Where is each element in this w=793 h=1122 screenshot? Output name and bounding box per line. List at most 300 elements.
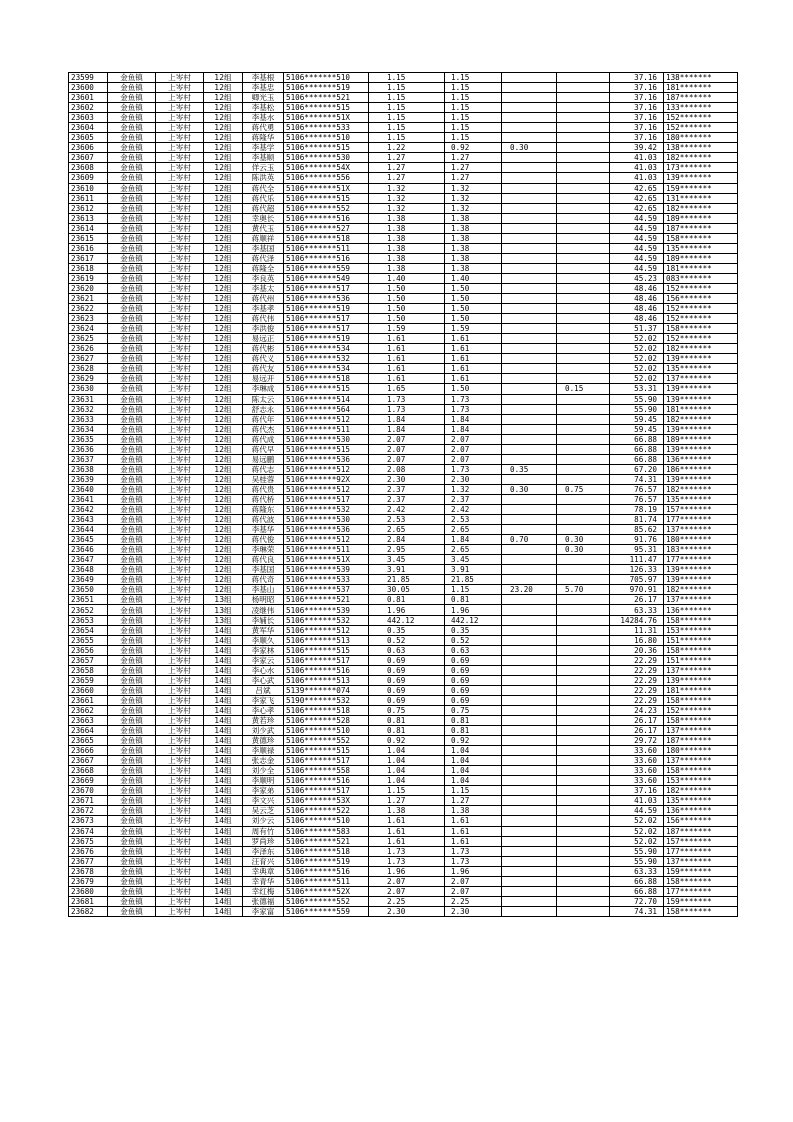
- cell-id-number: 5106*******511: [284, 876, 369, 886]
- cell-group: 14组: [204, 665, 243, 675]
- cell-id-number: 5106*******549: [284, 273, 369, 283]
- cell-village: 上岑村: [156, 253, 204, 263]
- table-row: [69, 886, 738, 896]
- cell-village: 上岑村: [156, 324, 204, 334]
- cell-phone: 182*******: [664, 484, 738, 494]
- cell-total-area: 1.27: [369, 153, 445, 163]
- cell-area-1: 0.92: [445, 736, 502, 746]
- cell-phone: 137*******: [664, 595, 738, 605]
- cell-amount: 52.02: [610, 344, 664, 354]
- table-row: [69, 133, 738, 143]
- cell-total-area: 1.04: [369, 746, 445, 756]
- cell-area-2: [502, 83, 557, 93]
- cell-area-3: [557, 173, 610, 183]
- cell-total-area: 1.15: [369, 123, 445, 133]
- cell-area-2: 23.20: [502, 585, 557, 595]
- cell-amount: 37.16: [610, 93, 664, 103]
- cell-area-3: [557, 294, 610, 304]
- cell-amount: 44.59: [610, 806, 664, 816]
- cell-total-area: 1.73: [369, 404, 445, 414]
- cell-area-2: [502, 665, 557, 675]
- cell-id-number: 5106*******517: [284, 655, 369, 665]
- cell-phone: 189*******: [664, 434, 738, 444]
- table-row: [69, 705, 738, 715]
- cell-amount: 22.29: [610, 695, 664, 705]
- cell-amount: 52.02: [610, 354, 664, 364]
- cell-town: 金鱼镇: [108, 103, 156, 113]
- cell-area-2: [502, 113, 557, 123]
- cell-name: 汪育兴: [243, 856, 284, 866]
- cell-row-number: 23654: [69, 625, 108, 635]
- cell-name: 蒋代友: [243, 364, 284, 374]
- cell-name: 蒋代伟: [243, 314, 284, 324]
- cell-row-number: 23672: [69, 806, 108, 816]
- cell-area-1: 1.50: [445, 283, 502, 293]
- cell-area-2: [502, 685, 557, 695]
- cell-row-number: 23639: [69, 474, 108, 484]
- cell-total-area: 0.52: [369, 635, 445, 645]
- cell-group: 14组: [204, 906, 243, 916]
- cell-area-3: [557, 213, 610, 223]
- cell-village: 上岑村: [156, 173, 204, 183]
- cell-village: 上岑村: [156, 695, 204, 705]
- cell-group: 12组: [204, 283, 243, 293]
- cell-phone: 156*******: [664, 294, 738, 304]
- cell-phone: 153*******: [664, 625, 738, 635]
- cell-town: 金鱼镇: [108, 263, 156, 273]
- cell-village: 上岑村: [156, 655, 204, 665]
- cell-amount: 970.91: [610, 585, 664, 595]
- cell-total-area: 1.27: [369, 173, 445, 183]
- cell-area-2: [502, 786, 557, 796]
- cell-town: 金鱼镇: [108, 595, 156, 605]
- cell-total-area: 1.61: [369, 836, 445, 846]
- cell-area-2: [502, 93, 557, 103]
- cell-total-area: 1.15: [369, 103, 445, 113]
- cell-name: 李良英: [243, 273, 284, 283]
- cell-amount: 66.88: [610, 434, 664, 444]
- cell-name: 蒋代贵: [243, 484, 284, 494]
- cell-row-number: 23627: [69, 354, 108, 364]
- cell-id-number: 5106*******513: [284, 675, 369, 685]
- cell-group: 12组: [204, 515, 243, 525]
- cell-name: 李基国: [243, 243, 284, 253]
- cell-area-3: [557, 505, 610, 515]
- cell-area-3: [557, 163, 610, 173]
- cell-area-1: 0.69: [445, 685, 502, 695]
- cell-village: 上岑村: [156, 103, 204, 113]
- cell-area-1: 1.38: [445, 223, 502, 233]
- cell-amount: 66.88: [610, 886, 664, 896]
- cell-area-1: 1.27: [445, 796, 502, 806]
- cell-group: 12组: [204, 133, 243, 143]
- cell-group: 14组: [204, 846, 243, 856]
- cell-total-area: 1.50: [369, 283, 445, 293]
- cell-total-area: 1.61: [369, 826, 445, 836]
- cell-village: 上岑村: [156, 635, 204, 645]
- cell-area-1: 1.32: [445, 193, 502, 203]
- cell-town: 金鱼镇: [108, 223, 156, 233]
- cell-area-3: [557, 183, 610, 193]
- cell-area-1: 1.38: [445, 243, 502, 253]
- cell-total-area: 2.84: [369, 535, 445, 545]
- cell-area-3: [557, 836, 610, 846]
- table-row: [69, 655, 738, 665]
- cell-amount: 55.90: [610, 846, 664, 856]
- cell-village: 上岑村: [156, 585, 204, 595]
- cell-town: 金鱼镇: [108, 786, 156, 796]
- cell-area-2: [502, 776, 557, 786]
- cell-amount: 42.65: [610, 183, 664, 193]
- cell-group: 12组: [204, 585, 243, 595]
- cell-village: 上岑村: [156, 314, 204, 324]
- cell-village: 上岑村: [156, 876, 204, 886]
- cell-town: 金鱼镇: [108, 716, 156, 726]
- cell-area-2: 0.70: [502, 535, 557, 545]
- cell-village: 上岑村: [156, 374, 204, 384]
- cell-total-area: 1.38: [369, 223, 445, 233]
- cell-row-number: 23601: [69, 93, 108, 103]
- cell-phone: 139*******: [664, 565, 738, 575]
- cell-village: 上岑村: [156, 716, 204, 726]
- cell-area-3: [557, 565, 610, 575]
- cell-group: 13组: [204, 615, 243, 625]
- cell-name: 黄军华: [243, 625, 284, 635]
- cell-town: 金鱼镇: [108, 334, 156, 344]
- table-row: [69, 273, 738, 283]
- table-row: [69, 766, 738, 776]
- cell-name: 李基华: [243, 525, 284, 535]
- cell-group: 12组: [204, 444, 243, 454]
- cell-row-number: 23608: [69, 163, 108, 173]
- cell-area-2: [502, 716, 557, 726]
- cell-name: 刘少武: [243, 726, 284, 736]
- cell-row-number: 23600: [69, 83, 108, 93]
- cell-id-number: 5106*******54X: [284, 163, 369, 173]
- cell-area-3: [557, 906, 610, 916]
- cell-area-3: [557, 374, 610, 384]
- table-row: [69, 746, 738, 756]
- cell-amount: 41.03: [610, 173, 664, 183]
- cell-town: 金鱼镇: [108, 695, 156, 705]
- cell-area-2: [502, 414, 557, 424]
- cell-amount: 26.17: [610, 726, 664, 736]
- cell-id-number: 5106*******533: [284, 123, 369, 133]
- cell-row-number: 23680: [69, 886, 108, 896]
- cell-total-area: 21.85: [369, 575, 445, 585]
- cell-phone: 173*******: [664, 163, 738, 173]
- cell-row-number: 23612: [69, 203, 108, 213]
- cell-village: 上岑村: [156, 73, 204, 83]
- cell-id-number: 5139*******074: [284, 685, 369, 695]
- cell-area-3: 0.15: [557, 384, 610, 394]
- cell-total-area: 2.07: [369, 454, 445, 464]
- cell-area-1: 3.45: [445, 555, 502, 565]
- cell-phone: 156*******: [664, 816, 738, 826]
- cell-village: 上岑村: [156, 896, 204, 906]
- cell-row-number: 23642: [69, 505, 108, 515]
- cell-village: 上岑村: [156, 625, 204, 635]
- cell-name: 李顺久: [243, 635, 284, 645]
- cell-row-number: 23644: [69, 525, 108, 535]
- cell-village: 上岑村: [156, 525, 204, 535]
- cell-area-1: 1.27: [445, 153, 502, 163]
- table-row: [69, 685, 738, 695]
- cell-total-area: 1.61: [369, 816, 445, 826]
- cell-total-area: 1.61: [369, 354, 445, 364]
- cell-group: 14组: [204, 736, 243, 746]
- cell-row-number: 23648: [69, 565, 108, 575]
- cell-id-number: 5106*******521: [284, 595, 369, 605]
- cell-village: 上岑村: [156, 364, 204, 374]
- cell-area-1: 1.38: [445, 263, 502, 273]
- cell-area-3: [557, 645, 610, 655]
- cell-total-area: 1.50: [369, 294, 445, 304]
- cell-total-area: 2.53: [369, 515, 445, 525]
- cell-row-number: 23637: [69, 454, 108, 464]
- cell-phone: 187*******: [664, 223, 738, 233]
- cell-group: 12组: [204, 334, 243, 344]
- cell-town: 金鱼镇: [108, 444, 156, 454]
- cell-area-3: [557, 866, 610, 876]
- cell-id-number: 5106*******530: [284, 515, 369, 525]
- cell-phone: 181*******: [664, 83, 738, 93]
- cell-town: 金鱼镇: [108, 394, 156, 404]
- cell-village: 上岑村: [156, 705, 204, 715]
- cell-area-3: [557, 595, 610, 605]
- table-row: [69, 635, 738, 645]
- table-row: [69, 484, 738, 494]
- cell-village: 上岑村: [156, 595, 204, 605]
- cell-total-area: 0.69: [369, 665, 445, 675]
- cell-id-number: 5106*******515: [284, 143, 369, 153]
- cell-town: 金鱼镇: [108, 535, 156, 545]
- cell-amount: 66.88: [610, 454, 664, 464]
- cell-area-1: 2.30: [445, 474, 502, 484]
- cell-total-area: 3.91: [369, 565, 445, 575]
- cell-id-number: 5106*******51X: [284, 113, 369, 123]
- cell-area-2: [502, 374, 557, 384]
- cell-area-1: 2.07: [445, 876, 502, 886]
- cell-amount: 22.29: [610, 685, 664, 695]
- table-row: [69, 314, 738, 324]
- table-row: [69, 494, 738, 504]
- cell-area-2: [502, 605, 557, 615]
- cell-id-number: 5106*******518: [284, 233, 369, 243]
- cell-row-number: 23634: [69, 424, 108, 434]
- cell-village: 上岑村: [156, 565, 204, 575]
- cell-name: 刘少云: [243, 816, 284, 826]
- cell-name: 李家林: [243, 645, 284, 655]
- table-row: [69, 605, 738, 615]
- cell-group: 12组: [204, 424, 243, 434]
- cell-area-2: [502, 384, 557, 394]
- cell-amount: 85.62: [610, 525, 664, 535]
- cell-town: 金鱼镇: [108, 856, 156, 866]
- table-row: [69, 575, 738, 585]
- cell-id-number: 5106*******512: [284, 464, 369, 474]
- cell-phone: 189*******: [664, 253, 738, 263]
- cell-phone: 157*******: [664, 505, 738, 515]
- cell-id-number: 5106*******534: [284, 344, 369, 354]
- cell-row-number: 23679: [69, 876, 108, 886]
- cell-area-2: 0.30: [502, 484, 557, 494]
- cell-total-area: 2.07: [369, 876, 445, 886]
- cell-town: 金鱼镇: [108, 866, 156, 876]
- cell-row-number: 23681: [69, 896, 108, 906]
- cell-phone: 177*******: [664, 555, 738, 565]
- cell-phone: 135*******: [664, 243, 738, 253]
- cell-group: 12组: [204, 213, 243, 223]
- cell-name: 李基学: [243, 143, 284, 153]
- cell-name: 李基根: [243, 73, 284, 83]
- cell-id-number: 5106*******517: [284, 283, 369, 293]
- cell-amount: 59.45: [610, 424, 664, 434]
- cell-id-number: 5106*******53X: [284, 796, 369, 806]
- cell-id-number: 5106*******521: [284, 836, 369, 846]
- cell-area-3: [557, 193, 610, 203]
- cell-row-number: 23650: [69, 585, 108, 595]
- cell-area-2: [502, 575, 557, 585]
- cell-area-1: 1.61: [445, 344, 502, 354]
- cell-id-number: 5106*******519: [284, 334, 369, 344]
- cell-area-2: [502, 133, 557, 143]
- cell-group: 14组: [204, 876, 243, 886]
- table-row: [69, 183, 738, 193]
- cell-row-number: 23643: [69, 515, 108, 525]
- cell-amount: 52.02: [610, 334, 664, 344]
- cell-village: 上岑村: [156, 786, 204, 796]
- cell-name: 凌继伟: [243, 605, 284, 615]
- cell-area-3: [557, 746, 610, 756]
- cell-town: 金鱼镇: [108, 605, 156, 615]
- cell-id-number: 5106*******518: [284, 846, 369, 856]
- cell-id-number: 5106*******92X: [284, 474, 369, 484]
- cell-village: 上岑村: [156, 474, 204, 484]
- cell-total-area: 2.42: [369, 505, 445, 515]
- cell-village: 上岑村: [156, 163, 204, 173]
- cell-name: 吴桂蓉: [243, 474, 284, 484]
- table-row: [69, 726, 738, 736]
- cell-phone: 180*******: [664, 535, 738, 545]
- cell-amount: 42.65: [610, 193, 664, 203]
- cell-area-2: [502, 103, 557, 113]
- cell-area-3: [557, 143, 610, 153]
- cell-id-number: 5106*******532: [284, 505, 369, 515]
- cell-area-3: [557, 364, 610, 374]
- cell-area-2: [502, 816, 557, 826]
- cell-row-number: 23678: [69, 866, 108, 876]
- cell-amount: 37.16: [610, 103, 664, 113]
- cell-area-1: 1.61: [445, 374, 502, 384]
- cell-village: 上岑村: [156, 866, 204, 876]
- cell-area-3: [557, 555, 610, 565]
- cell-phone: 133*******: [664, 103, 738, 113]
- cell-group: 14组: [204, 776, 243, 786]
- table-row: [69, 334, 738, 344]
- cell-amount: 126.33: [610, 565, 664, 575]
- cell-name: 李基水: [243, 113, 284, 123]
- cell-total-area: 0.81: [369, 595, 445, 605]
- cell-area-3: [557, 424, 610, 434]
- cell-row-number: 23638: [69, 464, 108, 474]
- cell-area-2: [502, 394, 557, 404]
- cell-total-area: 2.08: [369, 464, 445, 474]
- cell-area-2: [502, 866, 557, 876]
- cell-area-1: 2.07: [445, 444, 502, 454]
- cell-name: 吕斌: [243, 685, 284, 695]
- cell-village: 上岑村: [156, 846, 204, 856]
- cell-area-2: [502, 896, 557, 906]
- cell-name: 杨明昭: [243, 595, 284, 605]
- cell-area-1: 0.75: [445, 705, 502, 715]
- cell-town: 金鱼镇: [108, 736, 156, 746]
- cell-area-3: [557, 665, 610, 675]
- cell-village: 上岑村: [156, 434, 204, 444]
- cell-total-area: 1.15: [369, 786, 445, 796]
- cell-town: 金鱼镇: [108, 404, 156, 414]
- cell-area-3: [557, 575, 610, 585]
- cell-id-number: 5106*******51X: [284, 183, 369, 193]
- cell-total-area: 1.61: [369, 364, 445, 374]
- cell-area-2: [502, 505, 557, 515]
- cell-village: 上岑村: [156, 283, 204, 293]
- cell-id-number: 5106*******514: [284, 394, 369, 404]
- cell-village: 上岑村: [156, 535, 204, 545]
- cell-id-number: 5106*******512: [284, 535, 369, 545]
- cell-row-number: 23651: [69, 595, 108, 605]
- table-row: [69, 404, 738, 414]
- cell-total-area: 1.38: [369, 806, 445, 816]
- cell-area-1: 1.15: [445, 93, 502, 103]
- cell-area-3: [557, 354, 610, 364]
- cell-phone: 138*******: [664, 73, 738, 83]
- cell-total-area: 1.04: [369, 776, 445, 786]
- cell-area-3: [557, 786, 610, 796]
- cell-row-number: 23605: [69, 133, 108, 143]
- cell-group: 12组: [204, 203, 243, 213]
- cell-area-1: 1.15: [445, 73, 502, 83]
- cell-total-area: 1.96: [369, 866, 445, 876]
- cell-id-number: 5106*******51X: [284, 555, 369, 565]
- cell-group: 14组: [204, 886, 243, 896]
- cell-area-3: [557, 113, 610, 123]
- cell-id-number: 5106*******515: [284, 444, 369, 454]
- cell-group: 12组: [204, 143, 243, 153]
- cell-row-number: 23645: [69, 535, 108, 545]
- cell-name: 李基顺: [243, 153, 284, 163]
- cell-group: 14组: [204, 786, 243, 796]
- cell-area-3: [557, 404, 610, 414]
- cell-phone: 181*******: [664, 404, 738, 414]
- cell-amount: 42.65: [610, 203, 664, 213]
- table-row: [69, 213, 738, 223]
- cell-phone: 137*******: [664, 856, 738, 866]
- table-row: [69, 354, 738, 364]
- cell-phone: 182*******: [664, 414, 738, 424]
- cell-total-area: 1.32: [369, 203, 445, 213]
- cell-town: 金鱼镇: [108, 143, 156, 153]
- cell-town: 金鱼镇: [108, 283, 156, 293]
- table-row: [69, 695, 738, 705]
- cell-amount: 81.74: [610, 515, 664, 525]
- cell-row-number: 23623: [69, 314, 108, 324]
- cell-village: 上岑村: [156, 354, 204, 364]
- cell-row-number: 23606: [69, 143, 108, 153]
- cell-village: 上岑村: [156, 123, 204, 133]
- cell-amount: 37.16: [610, 133, 664, 143]
- cell-area-2: [502, 354, 557, 364]
